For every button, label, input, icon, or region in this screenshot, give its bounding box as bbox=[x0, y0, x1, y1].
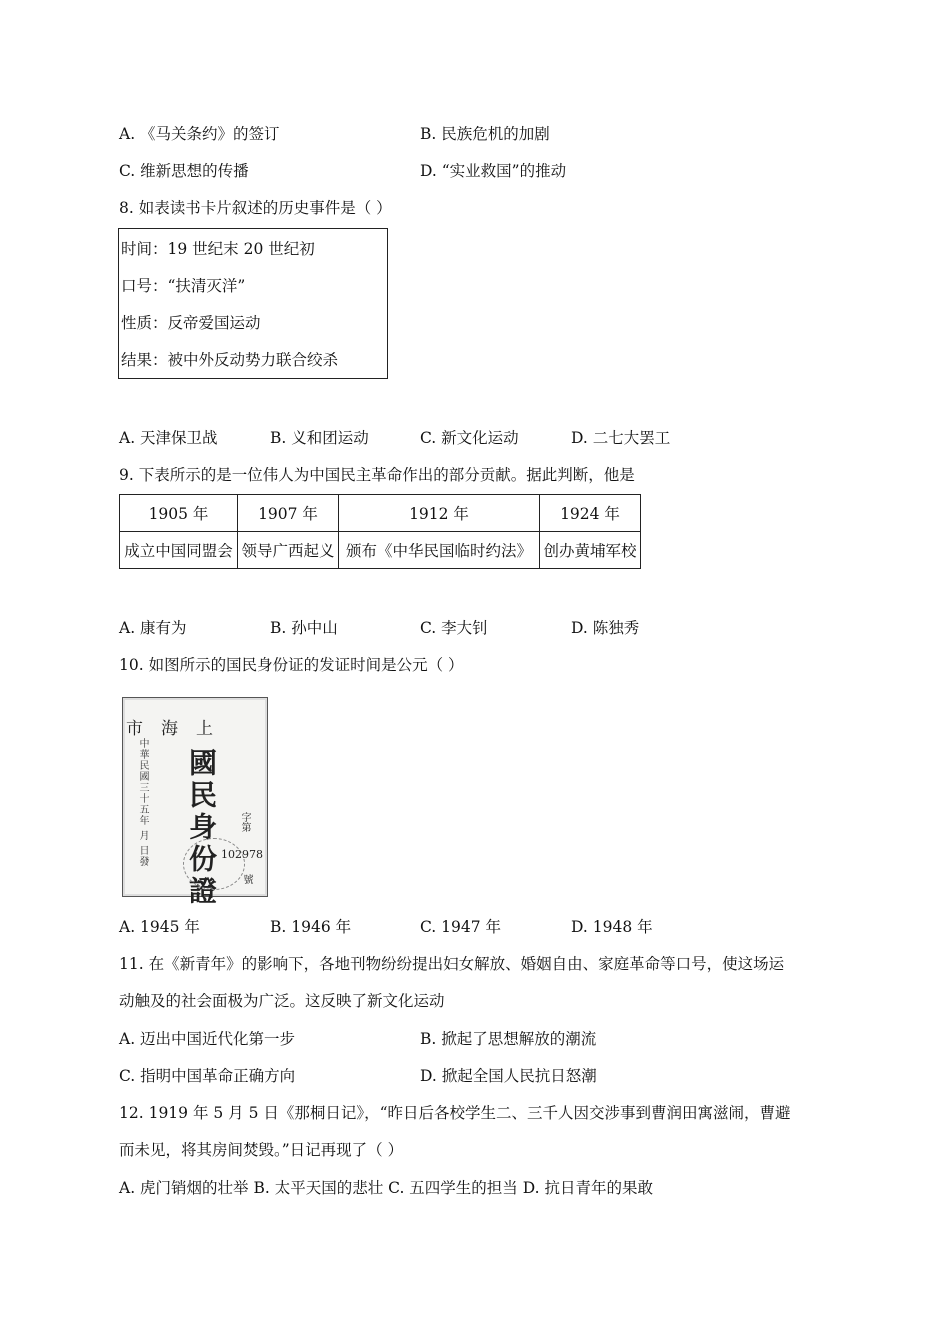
q9-option-c: C. 李大钊 bbox=[420, 619, 488, 637]
reading-card bbox=[118, 228, 388, 379]
q11-stem-line2: 动触及的社会面极为广泛。这反映了新文化运动 bbox=[119, 992, 445, 1010]
table-cell-year: 1924 年 bbox=[540, 495, 641, 532]
table-cell-event: 创办黄埔军校 bbox=[540, 532, 641, 569]
q11-option-b: B. 掀起了思想解放的潮流 bbox=[420, 1030, 597, 1048]
q11-option-a: A. 迈出中国近代化第一步 bbox=[119, 1030, 296, 1048]
card-line-nature: 性质：反帝爱国运动 bbox=[121, 314, 261, 332]
q8-stem: 8. 如表读书卡片叙述的历史事件是（ ） bbox=[119, 199, 392, 217]
q7-option-a: A. 《马关条约》的签订 bbox=[119, 125, 280, 143]
q12-options: A. 虎门销烟的壮举 B. 太平天国的悲壮 C. 五四学生的担当 D. 抗日青年的果敢 bbox=[119, 1179, 653, 1197]
table-cell-year: 1912 年 bbox=[339, 495, 540, 532]
q9-option-d: D. 陈独秀 bbox=[571, 619, 640, 637]
id-card-number: 102978 bbox=[221, 848, 263, 861]
card-line-slogan: 口号：“扶清灭洋” bbox=[121, 277, 246, 295]
table-cell-event: 颁布《中华民国临时约法》 bbox=[339, 532, 540, 569]
q12-stem-line1: 12. 1919 年 5 月 5 日《那桐日记》，“昨日后各校学生二、三千人因交涉事到曹润田寓滋闹，曹避 bbox=[119, 1104, 791, 1122]
q10-option-b: B. 1946 年 bbox=[270, 918, 352, 936]
id-card-zi: 字第 bbox=[239, 812, 250, 832]
id-card-title: 國民身份證 bbox=[185, 748, 218, 908]
q11-stem-line1: 11. 在《新青年》的影响下，各地刊物纷纷提出妇女解放、婚姻自由、家庭革命等口号，使这场运 bbox=[119, 955, 785, 973]
table-row bbox=[120, 532, 641, 569]
q8-option-c: C. 新文化运动 bbox=[420, 429, 519, 447]
id-card-image bbox=[122, 697, 268, 908]
q9-option-a: A. 康有为 bbox=[119, 619, 187, 637]
q9-option-b: B. 孙中山 bbox=[270, 619, 338, 637]
q7-option-d: D. “实业救国”的推动 bbox=[420, 162, 567, 180]
table-row bbox=[120, 495, 641, 532]
q7-option-b: B. 民族危机的加剧 bbox=[420, 125, 550, 143]
q7-option-c: C. 维新思想的传播 bbox=[119, 162, 249, 180]
q8-option-b: B. 义和团运动 bbox=[270, 429, 369, 447]
q12-stem-line2: 而未见，将其房间焚毁。”日记再现了（ ） bbox=[119, 1141, 404, 1159]
q8-option-d: D. 二七大罢工 bbox=[571, 429, 671, 447]
q8-option-a: A. 天津保卫战 bbox=[119, 429, 218, 447]
card-line-time: 时间：19 世纪末 20 世纪初 bbox=[121, 240, 315, 258]
table-cell-event: 成立中国同盟会 bbox=[120, 532, 238, 569]
q10-option-a: A. 1945 年 bbox=[119, 918, 200, 936]
q9-stem: 9. 下表所示的是一位伟人为中国民主革命作出的部分贡献。据此判断，他是 bbox=[119, 466, 635, 484]
id-card-date: 中華民國三十五年 月 日發 bbox=[137, 738, 148, 868]
table-cell-event: 领导广西起义 bbox=[238, 532, 339, 569]
q10-option-d: D. 1948 年 bbox=[571, 918, 653, 936]
q10-stem: 10. 如图所示的国民身份证的发证时间是公元（ ） bbox=[119, 656, 464, 674]
table-cell-year: 1907 年 bbox=[238, 495, 339, 532]
q11-option-c: C. 指明中国革命正确方向 bbox=[119, 1067, 296, 1085]
contribution-table bbox=[119, 494, 641, 569]
id-card-hao: 號 bbox=[241, 874, 252, 884]
card-line-result: 结果：被中外反动势力联合绞杀 bbox=[121, 351, 339, 369]
q10-option-c: C. 1947 年 bbox=[420, 918, 502, 936]
table-cell-year: 1905 年 bbox=[120, 495, 238, 532]
q11-option-d: D. 掀起全国人民抗日怒潮 bbox=[420, 1067, 597, 1085]
id-card-city: 市海上 bbox=[126, 719, 231, 739]
stamp-mark bbox=[183, 838, 245, 890]
